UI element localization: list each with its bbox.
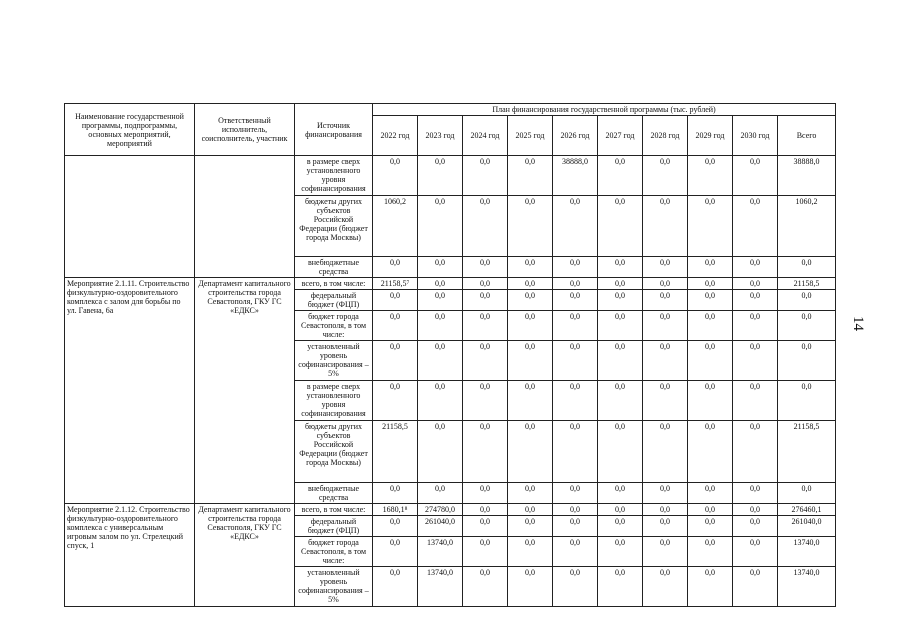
- header-name: Наименование государственной программы, подпрограммы, основных мероприятий, мероприятий: [65, 104, 195, 156]
- value-cell: 0,0: [463, 311, 508, 341]
- header-year: 2024 год: [463, 116, 508, 156]
- header-plan-title: План финансирования государственной программы (тыс. рублей): [373, 104, 836, 116]
- header-source: Источник финансирования: [295, 104, 373, 156]
- financing-table: [64, 103, 836, 607]
- value-cell: 0,0: [733, 257, 778, 278]
- value-cell: 0,0: [553, 257, 598, 278]
- value-cell: 0,0: [508, 156, 553, 196]
- value-cell: 1060,2: [373, 196, 418, 257]
- value-cell: 0,0: [553, 290, 598, 311]
- value-cell: 0,0: [643, 483, 688, 504]
- header-year: 2030 год: [733, 116, 778, 156]
- value-cell: 0,0: [733, 483, 778, 504]
- header-year: 2025 год: [508, 116, 553, 156]
- value-cell: 0,0: [508, 421, 553, 483]
- value-cell: 0,0: [598, 196, 643, 257]
- value-cell: 0,0: [688, 381, 733, 421]
- total-cell: 38888,0: [778, 156, 836, 196]
- value-cell: 0,0: [418, 257, 463, 278]
- total-cell: 21158,5: [778, 421, 836, 483]
- value-cell: 0,0: [733, 516, 778, 537]
- measure-name-cell: [65, 156, 195, 278]
- source-cell: внебюджетные средства: [295, 257, 373, 278]
- value-cell: 0,0: [733, 537, 778, 567]
- source-cell: бюджет города Севастополя, в том числе:: [295, 537, 373, 567]
- value-cell: 0,0: [688, 196, 733, 257]
- header-total: Всего: [778, 116, 836, 156]
- value-cell: 0,0: [688, 421, 733, 483]
- value-cell: 0,0: [463, 516, 508, 537]
- value-cell: 0,0: [508, 257, 553, 278]
- source-cell: бюджет города Севастополя, в том числе:: [295, 311, 373, 341]
- value-cell: 0,0: [463, 278, 508, 290]
- value-cell: 0,0: [688, 537, 733, 567]
- value-cell: 0,0: [643, 537, 688, 567]
- source-cell: федеральный бюджет (ФЦП): [295, 290, 373, 311]
- value-cell: 0,0: [463, 196, 508, 257]
- value-cell: 0,0: [688, 504, 733, 516]
- total-cell: 0,0: [778, 381, 836, 421]
- value-cell: 0,0: [643, 421, 688, 483]
- value-cell: 0,0: [463, 537, 508, 567]
- value-cell: 0,0: [373, 257, 418, 278]
- total-cell: 0,0: [778, 290, 836, 311]
- value-cell: 0,0: [598, 567, 643, 607]
- value-cell: 0,0: [508, 504, 553, 516]
- source-cell: в размере сверх установленного уровня софинансирования: [295, 381, 373, 421]
- value-cell: 0,0: [598, 504, 643, 516]
- total-cell: 21158,5: [778, 278, 836, 290]
- total-cell: 13740,0: [778, 567, 836, 607]
- value-cell: 0,0: [553, 278, 598, 290]
- value-cell: 0,0: [598, 311, 643, 341]
- value-cell: 0,0: [553, 421, 598, 483]
- source-cell: всего, в том числе:: [295, 278, 373, 290]
- value-cell: 0,0: [643, 567, 688, 607]
- value-cell: 0,0: [418, 311, 463, 341]
- source-cell: бюджеты других субъектов Российской Федерации (бюджет города Москвы): [295, 421, 373, 483]
- value-cell: 0,0: [688, 483, 733, 504]
- source-cell: установленный уровень софинансирования – 5%: [295, 567, 373, 607]
- value-cell: 0,0: [373, 483, 418, 504]
- page-number: 14: [850, 316, 866, 331]
- value-cell: 0,0: [643, 257, 688, 278]
- value-cell: 0,0: [688, 156, 733, 196]
- value-cell: 0,0: [688, 311, 733, 341]
- value-cell: 0,0: [418, 196, 463, 257]
- value-cell: 0,0: [373, 381, 418, 421]
- value-cell: 0,0: [733, 421, 778, 483]
- measure-name-cell: Мероприятие 2.1.11. Строительство физкультурно-оздоровительного комплекса с залом для борьбы по ул. Гавена, 6а: [65, 278, 195, 504]
- value-cell: 0,0: [643, 156, 688, 196]
- value-cell: 0,0: [508, 567, 553, 607]
- value-cell: 0,0: [463, 156, 508, 196]
- value-cell: 0,0: [418, 421, 463, 483]
- total-cell: 13740,0: [778, 537, 836, 567]
- value-cell: 0,0: [733, 196, 778, 257]
- source-cell: федеральный бюджет (ФЦП): [295, 516, 373, 537]
- value-cell: 0,0: [463, 290, 508, 311]
- value-cell: 0,0: [463, 567, 508, 607]
- header-year: 2029 год: [688, 116, 733, 156]
- value-cell: 0,0: [508, 341, 553, 381]
- value-cell: 0,0: [553, 311, 598, 341]
- value-cell: 0,0: [643, 516, 688, 537]
- value-cell: 0,0: [508, 278, 553, 290]
- value-cell: 0,0: [643, 278, 688, 290]
- value-cell: 0,0: [598, 290, 643, 311]
- value-cell: 0,0: [643, 381, 688, 421]
- value-cell: 0,0: [733, 341, 778, 381]
- value-cell: 0,0: [643, 196, 688, 257]
- value-cell: 0,0: [688, 290, 733, 311]
- value-cell: 21158,5: [373, 421, 418, 483]
- source-cell: внебюджетные средства: [295, 483, 373, 504]
- total-cell: 1060,2: [778, 196, 836, 257]
- table-row: [65, 504, 836, 516]
- table-row: [65, 156, 836, 196]
- value-cell: 13740,0: [418, 567, 463, 607]
- value-cell: 0,0: [463, 421, 508, 483]
- value-cell: 0,0: [733, 311, 778, 341]
- value-cell: 0,0: [463, 257, 508, 278]
- value-cell: 0,0: [598, 516, 643, 537]
- value-cell: 0,0: [553, 537, 598, 567]
- total-cell: 276460,1: [778, 504, 836, 516]
- value-cell: 0,0: [418, 483, 463, 504]
- value-cell: 0,0: [418, 341, 463, 381]
- value-cell: 0,0: [733, 567, 778, 607]
- value-cell: 0,0: [373, 156, 418, 196]
- value-cell: 0,0: [373, 290, 418, 311]
- value-cell: 0,0: [688, 341, 733, 381]
- total-cell: 0,0: [778, 311, 836, 341]
- value-cell: 0,0: [733, 381, 778, 421]
- value-cell: 0,0: [553, 567, 598, 607]
- total-cell: 261040,0: [778, 516, 836, 537]
- responsible-cell: [195, 156, 295, 278]
- value-cell: 0,0: [688, 278, 733, 290]
- value-cell: 0,0: [688, 516, 733, 537]
- responsible-cell: Департамент капитального строительства города Севастополя, ГКУ ГС «ЕДКС»: [195, 278, 295, 504]
- value-cell: 0,0: [373, 341, 418, 381]
- value-cell: 0,0: [418, 381, 463, 421]
- value-cell: 0,0: [373, 537, 418, 567]
- value-cell: 0,0: [508, 290, 553, 311]
- value-cell: 0,0: [598, 278, 643, 290]
- value-cell: 0,0: [598, 421, 643, 483]
- value-cell: 0,0: [598, 537, 643, 567]
- value-cell: 0,0: [553, 196, 598, 257]
- value-cell: 0,0: [463, 341, 508, 381]
- header-year: 2022 год: [373, 116, 418, 156]
- value-cell: 0,0: [643, 311, 688, 341]
- value-cell: 0,0: [463, 483, 508, 504]
- value-cell: 0,0: [508, 311, 553, 341]
- value-cell: 274780,0: [418, 504, 463, 516]
- value-cell: 0,0: [688, 567, 733, 607]
- table-row: [65, 278, 836, 290]
- value-cell: 0,0: [598, 156, 643, 196]
- value-cell: 0,0: [463, 504, 508, 516]
- value-cell: 0,0: [463, 381, 508, 421]
- value-cell: 0,0: [643, 504, 688, 516]
- value-cell: 0,0: [508, 516, 553, 537]
- value-cell: 0,0: [643, 341, 688, 381]
- source-cell: в размере сверх установленного уровня софинансирования: [295, 156, 373, 196]
- value-cell: 13740,0: [418, 537, 463, 567]
- value-cell: 0,0: [598, 257, 643, 278]
- value-cell: 0,0: [553, 483, 598, 504]
- header-responsible: Ответственный исполнитель, соисполнитель, участник: [195, 104, 295, 156]
- value-cell: 0,0: [733, 156, 778, 196]
- source-cell: бюджеты других субъектов Российской Федерации (бюджет города Москвы): [295, 196, 373, 257]
- value-cell: 0,0: [553, 381, 598, 421]
- value-cell: 0,0: [508, 483, 553, 504]
- value-cell: 0,0: [598, 341, 643, 381]
- value-cell: 0,0: [688, 257, 733, 278]
- header-year: 2023 год: [418, 116, 463, 156]
- header-year: 2028 год: [643, 116, 688, 156]
- value-cell: 0,0: [373, 516, 418, 537]
- value-cell: 0,0: [598, 381, 643, 421]
- total-cell: 0,0: [778, 257, 836, 278]
- value-cell: 0,0: [418, 156, 463, 196]
- total-cell: 0,0: [778, 341, 836, 381]
- value-cell: 0,0: [733, 504, 778, 516]
- value-cell: 0,0: [508, 537, 553, 567]
- responsible-cell: Департамент капитального строительства города Севастополя, ГКУ ГС «ЕДКС»: [195, 504, 295, 607]
- value-cell: 0,0: [553, 341, 598, 381]
- value-cell: 0,0: [373, 311, 418, 341]
- source-cell: всего, в том числе:: [295, 504, 373, 516]
- value-cell: 0,0: [733, 290, 778, 311]
- value-cell: 0,0: [553, 516, 598, 537]
- source-cell: установленный уровень софинансирования – 5%: [295, 341, 373, 381]
- value-cell: 0,0: [373, 567, 418, 607]
- measure-name-cell: Мероприятие 2.1.12. Строительство физкультурно-оздоровительного комплекса с универсальным игровым залом по ул. Стрелецкий спуск, 1: [65, 504, 195, 607]
- value-cell: 0,0: [418, 278, 463, 290]
- value-cell: 0,0: [553, 504, 598, 516]
- total-cell: 0,0: [778, 483, 836, 504]
- value-cell: 1680,1⁸: [373, 504, 418, 516]
- value-cell: 0,0: [508, 196, 553, 257]
- value-cell: 0,0: [643, 290, 688, 311]
- value-cell: 0,0: [418, 290, 463, 311]
- value-cell: 261040,0: [418, 516, 463, 537]
- value-cell: 0,0: [508, 381, 553, 421]
- value-cell: 0,0: [733, 278, 778, 290]
- value-cell: 0,0: [598, 483, 643, 504]
- value-cell: 21158,5⁷: [373, 278, 418, 290]
- value-cell: 38888,0: [553, 156, 598, 196]
- header-year: 2027 год: [598, 116, 643, 156]
- header-year: 2026 год: [553, 116, 598, 156]
